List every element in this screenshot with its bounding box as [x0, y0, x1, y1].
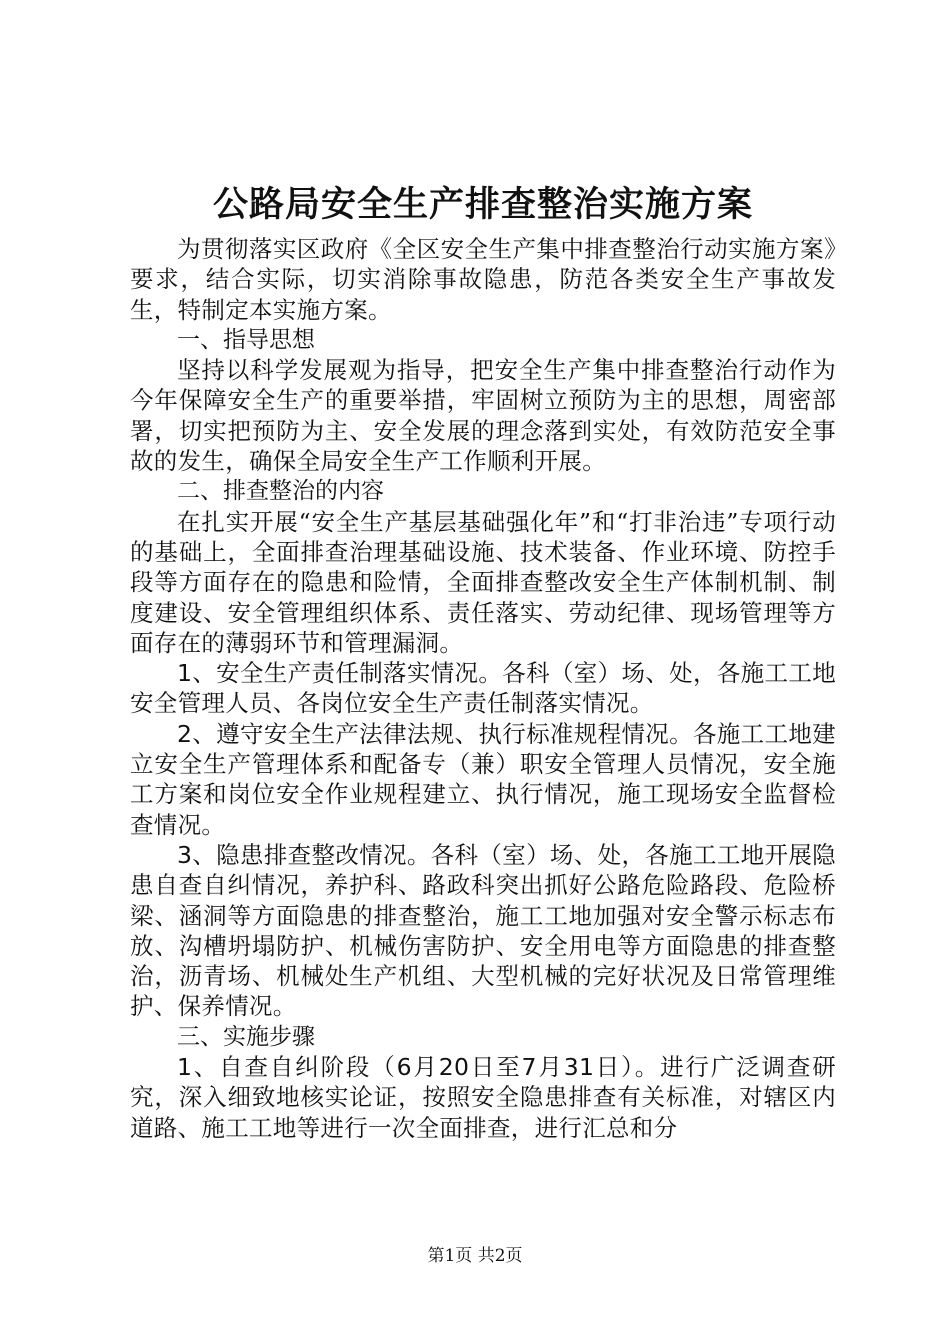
section-heading-guiding-ideology: 一、指导思想	[177, 326, 315, 353]
content-item-3-lead: 3、隐患排查整改情况。	[177, 840, 431, 869]
section-heading-implementation-steps: 三、实施步骤	[177, 1023, 315, 1050]
document-page	[130, 180, 836, 1143]
content-item-3-text: 各科（室）场、处，各施工工地开展隐患自查自纠情况，养护科、路政科突出抓好公路危险路段、危险桥梁、涵洞等方面隐患的排查整治，施工工地加强对安全警示标志布放、沟槽坍塌防护、机械伤害防护、安全用电等方面隐患的排查整治，沥青场、机械处生产机组、大型机械的完好状况及日常管理维护、保养情况。	[130, 840, 836, 1021]
content-item-1	[130, 658, 836, 719]
step-item-1-lead: 1、自查自纠阶段（6月20日至7月31日）。	[177, 1053, 661, 1082]
content-item-2	[130, 719, 836, 840]
page-footer: 第1页 共2页	[427, 1246, 523, 1266]
content-item-1-text: 各科（室）场、处，各施工工地安全管理人员、各岗位安全生产责任制落实情况。	[130, 659, 836, 718]
section-heading-inspection-content: 二、排查整治的内容	[177, 478, 384, 505]
document-title: 公路局安全生产排查整治实施方案	[212, 185, 753, 225]
step-item-1-text: 进行广泛调查研究，深入细致地核实论证，按照安全隐患排查有关标准，对辖区内道路、施工工地等进行一次全面排查，进行汇总和分	[130, 1053, 836, 1142]
content-item-2-lead: 2、遵守安全生产法律法规、执行标准规程情况。	[177, 719, 693, 748]
content-item-3	[130, 840, 836, 1022]
guiding-ideology-paragraph: 坚持以科学发展观为指导，把安全生产集中排查整治行动作为今年保障安全生产的重要举措，牢固树立预防为主的思想，周密部署，切实把预防为主、安全发展的理念落到实处，有效防范安全事故的发生，确保全局安全生产工作顺利开展。	[130, 356, 836, 476]
intro-paragraph: 为贯彻落实区政府《全区安全生产集中排查整治行动实施方案》要求，结合实际，切实消除事故隐患，防范各类安全生产事故发生，特制定本实施方案。	[130, 235, 836, 324]
content-item-2-text: 各施工工地建立安全生产管理体系和配备专（兼）职安全管理人员情况，安全施工方案和岗位安全作业规程建立、执行情况，施工现场安全监督检查情况。	[130, 719, 836, 839]
step-item-1	[130, 1052, 836, 1143]
content-item-1-lead: 1、安全生产责任制落实情况。	[177, 659, 503, 688]
inspection-content-paragraph: 在扎实开展“安全生产基层基础强化年”和“打非治违”专项行动的基础上，全面排查治理基础设施、技术装备、作业环境、防控手段等方面存在的隐患和险情，全面排查整改安全生产体制机制、制度建设、安全管理组织体系、责任落实、劳动纪律、现场管理等方面存在的薄弱环节和管理漏洞。	[130, 507, 836, 657]
